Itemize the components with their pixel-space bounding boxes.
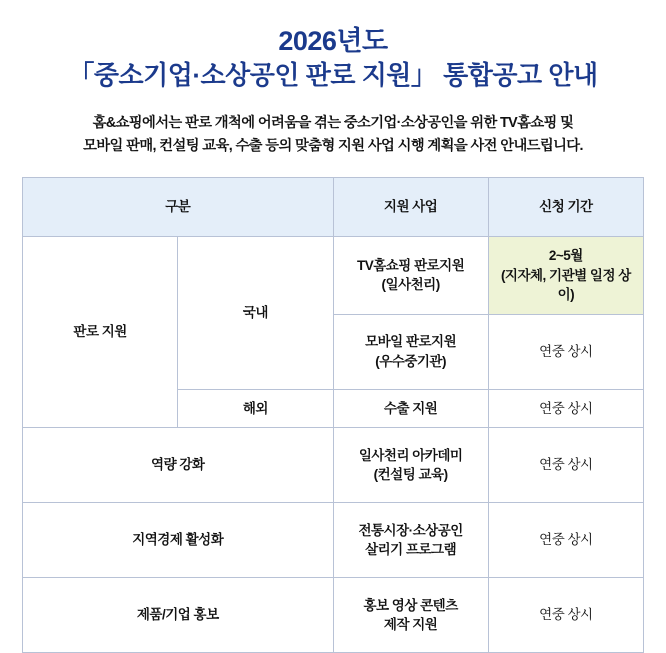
cell-sub-overseas: 해외: [178, 389, 333, 428]
title-main-text: 중소기업·소상공인 판로 지원: [93, 59, 411, 90]
subtitle-line-1: 홈&쇼핑에서는 판로 개척에 어려움을 겪는 중소기업·소상공인을 위한 TV홈쇼핑 및: [92, 114, 574, 131]
support-programs-table: [22, 177, 644, 653]
table-body: [23, 236, 644, 652]
program-line-1: 홍보 영상 콘텐츠: [363, 597, 458, 613]
cell-period-year-round: 연중 상시: [488, 503, 643, 578]
cell-group-sales-support: 판로 지원: [23, 236, 178, 427]
program-line-1: 전통시장·소상공인: [358, 522, 463, 538]
program-line-2: (컨설팅 교육): [373, 467, 448, 483]
cell-group-capability: 역량 강화: [23, 428, 334, 503]
column-header-category: 구분: [23, 177, 334, 236]
cell-group-local-economy: 지역경제 활성화: [23, 503, 334, 578]
program-line-2: (우수중기관): [375, 353, 446, 369]
column-header-program: 지원 사업: [333, 177, 488, 236]
program-line-1: 일사천리 아카데미: [358, 447, 463, 463]
cell-period-feb-may: [488, 236, 643, 314]
program-line-2: 살리기 프로그램: [365, 542, 457, 558]
program-line-1: 모바일 판로지원: [365, 334, 457, 350]
table-row: [23, 236, 644, 314]
cell-period-year-round: 연중 상시: [488, 389, 643, 428]
period-line-1: 2~5월: [548, 247, 583, 263]
subtitle-block: [18, 112, 648, 159]
cell-period-year-round: 연중 상시: [488, 428, 643, 503]
cell-period-year-round: 연중 상시: [488, 578, 643, 653]
column-header-period: 신청 기간: [488, 177, 643, 236]
cell-period-year-round: [488, 314, 643, 389]
page-title-line-2: [18, 59, 648, 92]
cell-program-traditional-market: [333, 503, 488, 578]
program-line-2: 제작 지원: [383, 617, 438, 633]
table-row: [23, 578, 644, 653]
title-block: [18, 0, 648, 92]
table-row: [23, 428, 644, 503]
cell-program-export-support: 수출 지원: [333, 389, 488, 428]
subtitle-line-2: 모바일 판매, 컨설팅 교육, 수출 등의 맞춤형 지원 사업 시행 계획을 사전 안내드립니다.: [83, 138, 583, 155]
cell-group-promotion: 제품/기업 홍보: [23, 578, 334, 653]
title-close-bracket: 」: [410, 59, 437, 90]
support-programs-table-wrap: [18, 177, 648, 653]
program-line-2: (일사천리): [381, 277, 440, 293]
program-line-1: TV홈쇼핑 판로지원: [356, 257, 465, 273]
cell-program-video-content: [333, 578, 488, 653]
page-title-line-1: 2026년도: [278, 26, 388, 56]
table-header: [23, 177, 644, 236]
table-row: [23, 503, 644, 578]
title-open-bracket: 「: [68, 59, 94, 90]
table-header-row: [23, 177, 644, 236]
cell-program-tv-home-shopping: [333, 236, 488, 314]
cell-program-mobile-support: [333, 314, 488, 389]
period-line-1: 연중 상시: [539, 343, 593, 359]
cell-program-academy: [333, 428, 488, 503]
cell-sub-domestic: 국내: [178, 236, 333, 389]
title-tail-text: 통합공고 안내: [436, 59, 598, 90]
period-line-2: (지자체, 기관별 일정 상이): [500, 267, 631, 303]
